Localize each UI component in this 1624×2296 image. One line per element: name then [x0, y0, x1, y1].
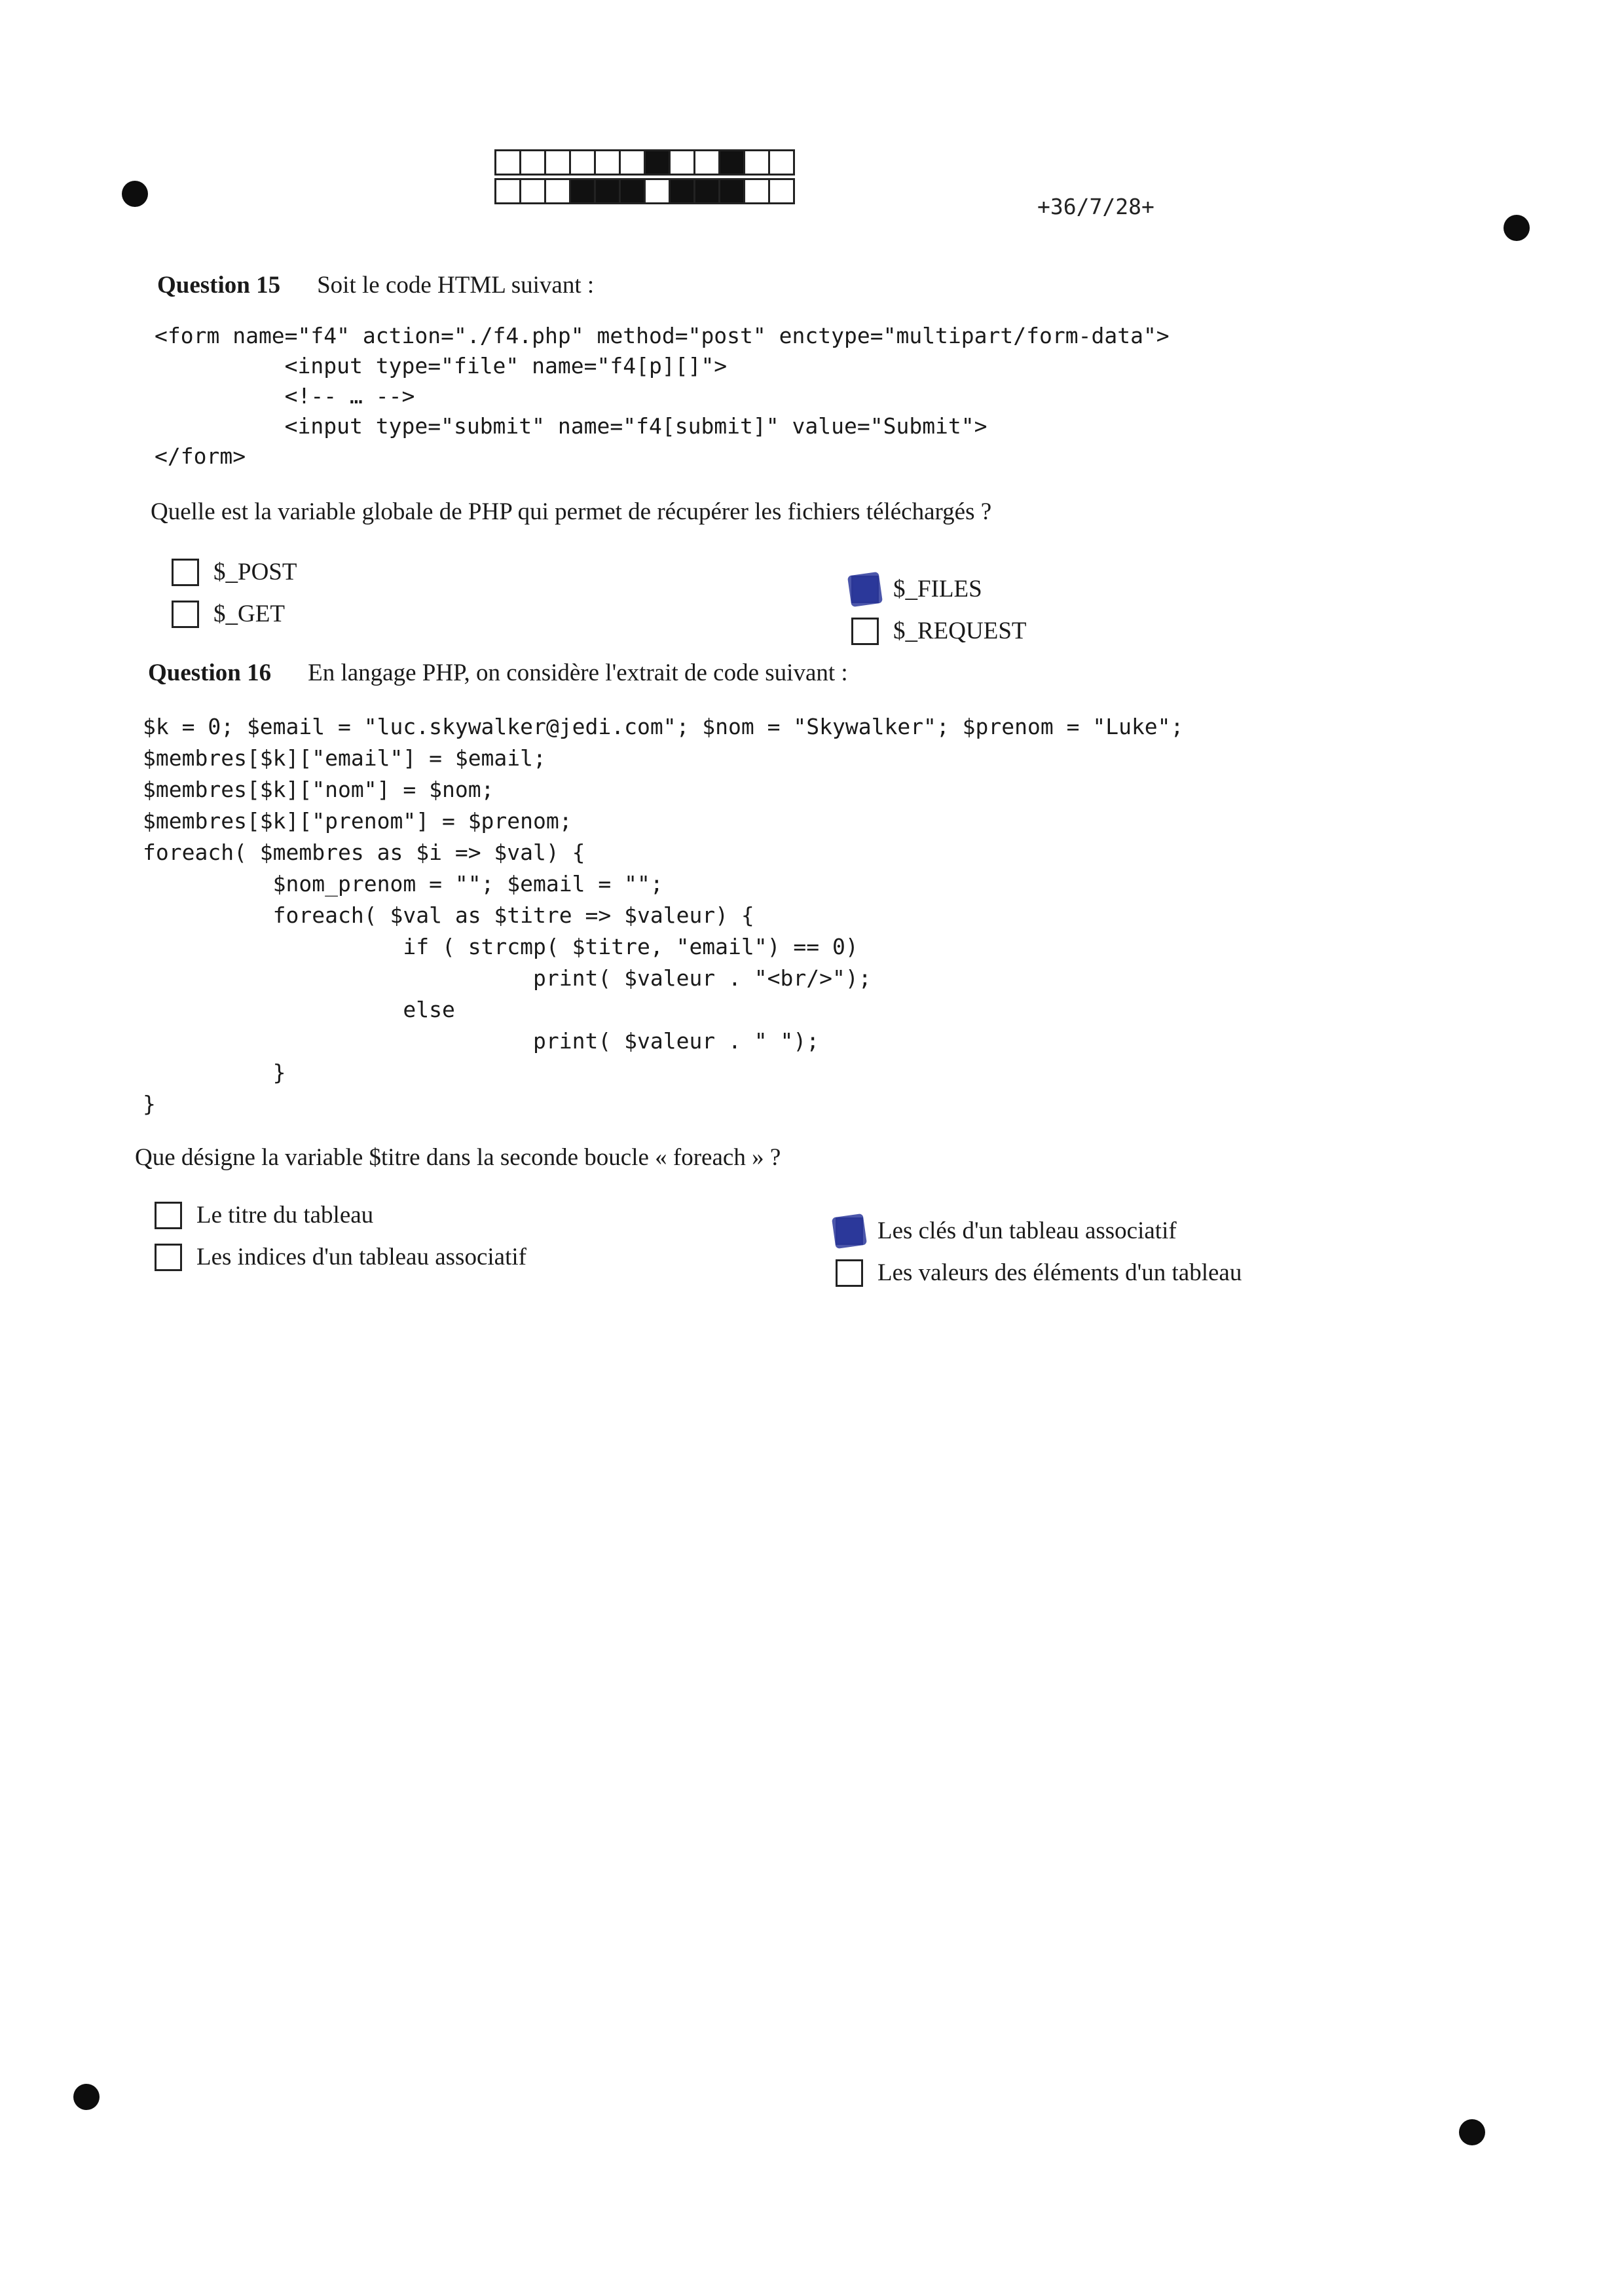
q16-option-cles[interactable]: [836, 1217, 1177, 1245]
barcode-cell: [594, 149, 621, 176]
checkbox-checked-icon[interactable]: [836, 1217, 863, 1245]
barcode-cell: [693, 178, 720, 204]
page-id: +36/7/28+: [1037, 194, 1154, 219]
barcode-cell: [669, 149, 695, 176]
q15-option-get[interactable]: [172, 600, 285, 628]
checkbox-icon[interactable]: [172, 601, 199, 628]
question-15-prompt: Quelle est la variable globale de PHP qui permet de récupérer les fichiers téléchargés ?: [151, 498, 992, 525]
barcode-cell: [494, 178, 521, 204]
barcode-cell: [743, 178, 770, 204]
question-16-label: Question 16: [148, 659, 272, 686]
q15-option-post-label: $_POST: [213, 559, 297, 585]
barcode-cell: [569, 149, 596, 176]
checkbox-icon[interactable]: [836, 1259, 863, 1287]
q16-option-titre-label: Le titre du tableau: [196, 1202, 374, 1229]
checkbox-icon[interactable]: [155, 1244, 182, 1271]
barcode-cell: [768, 149, 795, 176]
q15-option-request[interactable]: [851, 617, 1027, 645]
barcode-cell: [718, 149, 745, 176]
barcode-cell: [644, 149, 671, 176]
question-15-code: <form name="f4" action="./f4.php" method="post" enctype="multipart/form-data"> <input type="file" name="f4[p][]"> <!-- … --> <input type="submit" name="f4[submit]" value="Submit"> </form>: [155, 323, 1170, 469]
q16-option-titre[interactable]: [155, 1201, 373, 1229]
question-16-header: [148, 659, 848, 687]
q16-option-valeurs-label: Les valeurs des éléments d'un tableau: [877, 1259, 1242, 1286]
q15-option-request-label: $_REQUEST: [893, 618, 1027, 644]
question-16-prompt: Que désigne la variable $titre dans la seconde boucle « foreach » ?: [135, 1144, 781, 1171]
barcode-cell: [768, 178, 795, 204]
q16-option-indices[interactable]: [155, 1243, 526, 1271]
question-16-code: $k = 0; $email = "luc.skywalker@jedi.com"; $nom = "Skywalker"; $prenom = "Luke"; $membres[$k]["email"] = $email; $membres[$k]["nom"] = $nom; $membres[$k]["prenom"] = $prenom; foreach( $membres as $i => $val) { $nom_prenom = ""; $email = ""; foreach( $val as $titre => $valeur) { if ( strcmp( $titre, "email") == 0) print( $valeur . "<br/>"); else print( $valeur . " "); } }: [143, 714, 1184, 1117]
barcode-cell: [544, 149, 571, 176]
q16-option-cles-label: Les clés d'un tableau associatif: [877, 1217, 1177, 1244]
checkbox-icon[interactable]: [172, 559, 199, 586]
barcode-cell: [494, 149, 521, 176]
question-16-intro: En langage PHP, on considère l'extrait de code suivant :: [308, 659, 848, 686]
barcode-cell: [519, 149, 546, 176]
barcode-row-1: [496, 149, 795, 176]
barcode-cell: [569, 178, 596, 204]
q16-option-indices-label: Les indices d'un tableau associatif: [196, 1244, 526, 1270]
registration-mark-bottom-left: [73, 2084, 100, 2110]
barcode-cell: [619, 178, 646, 204]
barcode-cell: [619, 149, 646, 176]
q15-option-files-label: $_FILES: [893, 576, 982, 602]
q15-option-post[interactable]: [172, 558, 297, 586]
barcode-cell: [644, 178, 671, 204]
registration-mark-top-left: [122, 181, 148, 207]
barcode-cell: [544, 178, 571, 204]
question-15-intro: Soit le code HTML suivant :: [317, 272, 595, 299]
question-15-header: [157, 271, 594, 299]
barcode-cell: [743, 149, 770, 176]
q15-option-get-label: $_GET: [213, 601, 285, 627]
barcode-row-2: [496, 178, 795, 204]
checkbox-icon[interactable]: [851, 618, 879, 645]
barcode-cell: [669, 178, 695, 204]
barcode-cell: [594, 178, 621, 204]
barcode-cell: [519, 178, 546, 204]
registration-mark-bottom-right: [1459, 2119, 1485, 2145]
barcode-cell: [718, 178, 745, 204]
registration-mark-top-right: [1504, 215, 1530, 241]
q16-option-valeurs[interactable]: [836, 1259, 1242, 1287]
q15-option-files[interactable]: [851, 575, 982, 603]
barcode-cell: [693, 149, 720, 176]
question-15-label: Question 15: [157, 272, 281, 299]
checkbox-icon[interactable]: [155, 1202, 182, 1229]
checkbox-checked-icon[interactable]: [851, 576, 879, 603]
